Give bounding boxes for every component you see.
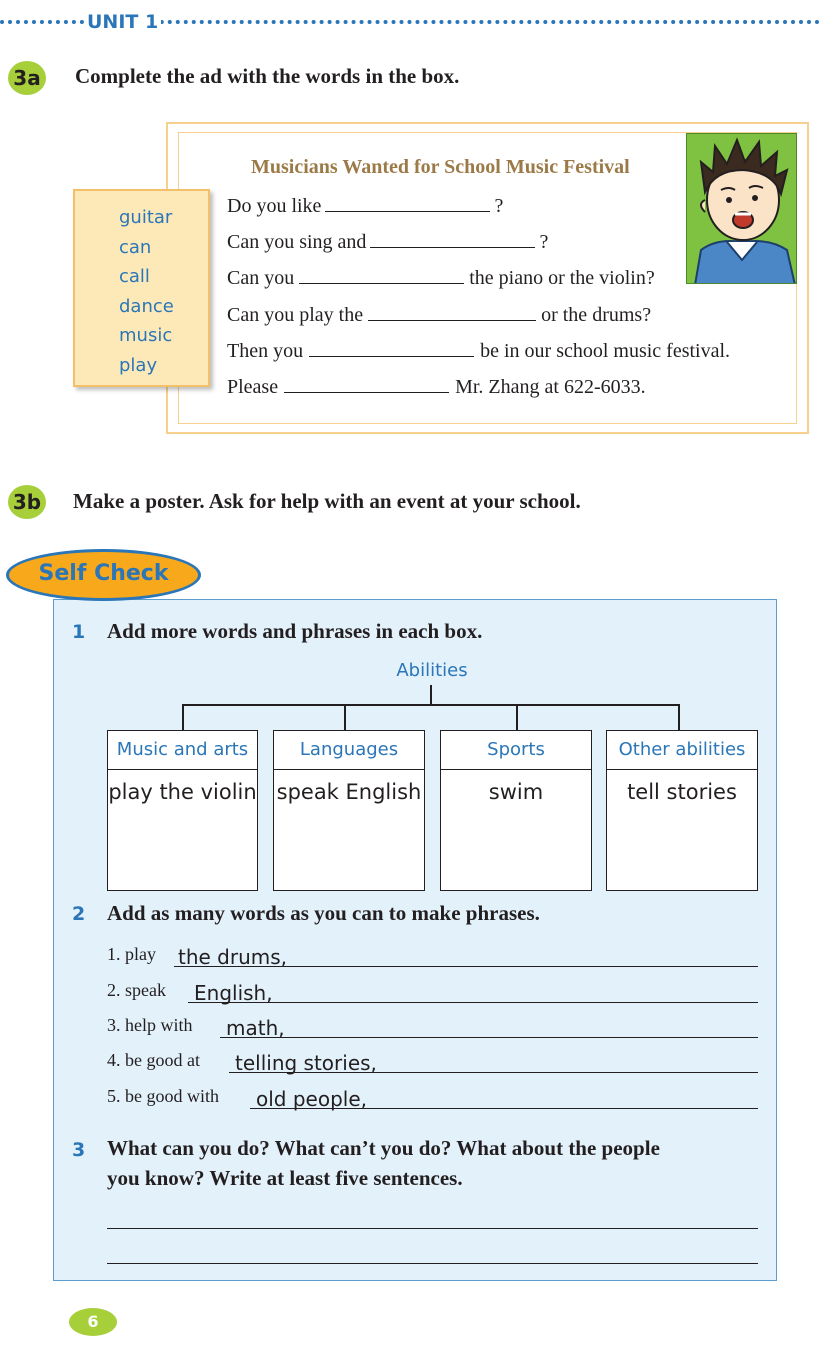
category-value[interactable]: play the violin <box>108 780 257 804</box>
boy-illustration <box>686 133 797 284</box>
ad-line-4-before: Can you play the <box>227 304 364 326</box>
question-2-number: 2 <box>72 903 86 925</box>
ad-line-6-after: Mr. Zhang at 622-6033. <box>455 376 646 398</box>
ad-line-6-before: Please <box>227 376 279 398</box>
writing-line[interactable] <box>107 1228 758 1229</box>
phrase-answer: math, <box>226 1016 285 1040</box>
category-value[interactable]: swim <box>488 780 544 804</box>
phrase-prompt: 3. help with <box>107 1015 193 1035</box>
question-3-text-line-1: What can you do? What can’t you do? What about the people <box>107 1136 660 1160</box>
writing-line[interactable] <box>107 1263 758 1264</box>
phrase-prompt: 5. be good with <box>107 1086 219 1106</box>
word-box-item: dance <box>119 295 174 317</box>
question-3-number: 3 <box>72 1139 86 1161</box>
category-value[interactable]: tell stories <box>627 780 737 804</box>
ad-line-5-before: Then you <box>227 340 304 362</box>
ad-title: Musicians Wanted for School Music Festival <box>251 156 630 178</box>
phrase-answer-line[interactable] <box>220 1016 758 1038</box>
ad-line-4 <box>227 302 651 327</box>
category-value[interactable]: speak English <box>276 780 422 804</box>
word-box-item: guitar <box>119 207 173 228</box>
ad-blank-5[interactable] <box>309 338 474 357</box>
word-box-item: call <box>119 266 150 287</box>
phrase-prompt: 4. be good at <box>107 1050 200 1070</box>
singing-boy-icon <box>687 134 797 284</box>
ad-line-5-after: be in our school music festival. <box>480 340 731 362</box>
category-box-sports <box>440 730 592 891</box>
tree-connector <box>430 685 432 705</box>
category-box-music-arts <box>107 730 258 891</box>
ad-line-3-before: Can you <box>227 267 295 289</box>
ad-blank-1[interactable] <box>325 193 490 212</box>
unit-label: UNIT 1 <box>84 10 161 34</box>
ad-line-2-before: Can you sing and <box>227 231 367 253</box>
page-number: 6 <box>69 1308 117 1336</box>
ad-line-3 <box>227 265 655 290</box>
category-title: Other abilities <box>607 731 757 770</box>
question-1-text: Add more words and phrases in each box. <box>107 619 483 643</box>
ad-line-3-after: the piano or the violin? <box>469 267 655 289</box>
question-2-text: Add as many words as you can to make phrases. <box>107 901 540 925</box>
tree-connector <box>678 704 680 730</box>
category-title: Sports <box>441 731 591 770</box>
self-check-label: Self Check <box>6 549 201 601</box>
ad-line-4-after: or the drums? <box>541 304 652 326</box>
phrase-answer: English, <box>194 981 273 1005</box>
phrase-answer: telling stories, <box>235 1051 377 1075</box>
exercise-badge-3b: 3b <box>8 485 46 519</box>
ad-line-2-after: ? <box>539 231 549 253</box>
ad-blank-4[interactable] <box>368 302 536 321</box>
word-box-item: music <box>119 325 173 346</box>
ad-line-2 <box>227 229 548 254</box>
ad-blank-6[interactable] <box>284 374 449 393</box>
ad-line-6 <box>227 374 646 399</box>
ad-line-1-after: ? <box>494 195 504 217</box>
phrase-answer: old people, <box>256 1087 367 1111</box>
question-3-text-line-2: you know? Write at least five sentences. <box>107 1166 463 1190</box>
word-box-item: play <box>119 354 158 376</box>
tree-connector <box>182 704 184 730</box>
word-box-item: can <box>119 236 152 258</box>
phrase-answer-line[interactable] <box>188 981 758 1003</box>
tree-connector <box>516 704 518 730</box>
ad-line-1-before: Do you like <box>227 195 322 217</box>
phrase-answer-line[interactable] <box>174 945 758 967</box>
question-1-number: 1 <box>72 621 86 643</box>
instruction-3a: Complete the ad with the words in the box. <box>75 64 460 88</box>
phrase-answer-line[interactable] <box>250 1087 758 1109</box>
tree-connector <box>182 704 679 706</box>
word-box <box>73 189 210 387</box>
phrase-answer-line[interactable] <box>229 1051 758 1073</box>
phrase-prompt: 2. speak <box>107 980 166 1000</box>
category-box-languages <box>273 730 425 891</box>
category-box-other <box>606 730 758 891</box>
phrase-answer: the drums, <box>178 945 288 969</box>
category-title: Languages <box>274 731 424 770</box>
abilities-root-label: Abilities <box>396 660 468 681</box>
ad-line-1 <box>227 193 503 218</box>
instruction-3b: Make a poster. Ask for help with an event at your school. <box>73 489 581 513</box>
ad-line-5 <box>227 338 730 363</box>
exercise-badge-3a: 3a <box>8 61 46 95</box>
ad-blank-3[interactable] <box>299 265 464 284</box>
tree-connector <box>344 704 346 730</box>
ad-blank-2[interactable] <box>370 229 535 248</box>
phrase-prompt: 1. play <box>107 944 156 964</box>
category-title: Music and arts <box>108 731 257 770</box>
